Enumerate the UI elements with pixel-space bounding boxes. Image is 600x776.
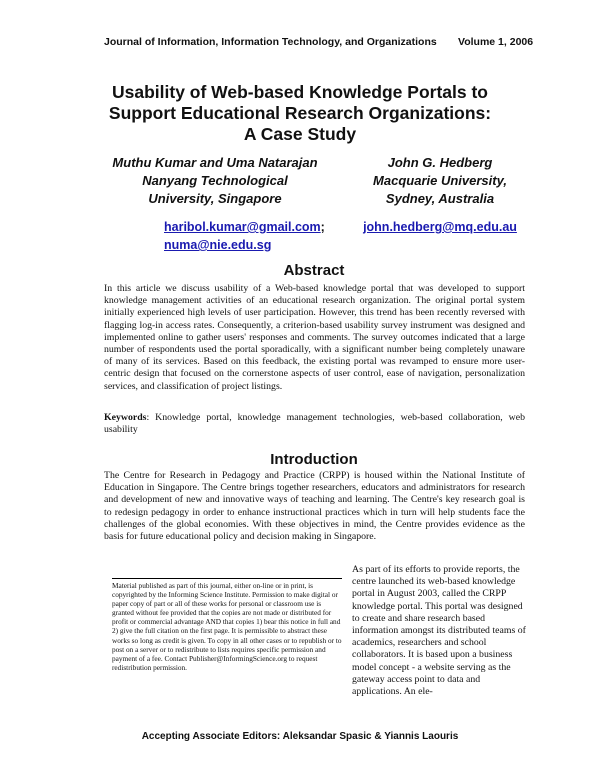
keywords-label: Keywords: [104, 412, 147, 423]
introduction-column-text: As part of its efforts to provide reports, the centre launched its web-based knowledge portal in August 2003, called the CRPP knowledge portal. This portal was designed to create and share research based information amongst its distributed teams of academics, researchers and school collaborators. It is based upon a business model concept - a website serving as the gateway access point to data and applications. An ele-: [352, 564, 526, 698]
affiliation-left-2: University, Singapore: [148, 191, 282, 206]
author-names-left: Muthu Kumar and Uma Natarajan: [112, 155, 318, 170]
copyright-notice: Material published as part of this journal, either on-line or in print, is copyrighted by the Informing Science Institute. Permission to make digital or paper copy of part or all of these works for personal or classroom use is granted without fee provided that the copies are not made or distributed for profit or commercial advantage AND that copies 1) bear this notice in full and 2) give the full citation on the first page. It is permissible to abstract these works so long as credit is given. To copy in all other cases or to republish or to post on a server or to redistribute to lists requires specific permission and payment of a fee. Contact Publisher@InformingScience.org to request redistribution permission.: [112, 578, 342, 672]
volume-label: Volume 1, 2006: [458, 36, 534, 48]
introduction-heading: Introduction: [270, 451, 358, 468]
title-line-3: A Case Study: [243, 124, 357, 144]
email-link-hedberg[interactable]: john.hedberg@mq.edu.au: [363, 220, 517, 234]
journal-name: Journal of Information, Information Technology, and Organizations: [104, 36, 437, 48]
abstract-text: In this article we discuss usability of a Web-based knowledge portal that was developed to support knowledge management activities of an educational research organization. The original portal system initially experienced high levels of user participation. However, this trend has been recently reversed with flagging log-in access rates. Consequently, a criterion-based usability survey instrument was designed and implemented online to gather users' responses and comments. The survey outcomes indicated that a large number of respondents used the portal sporadically, with a significant number being completely unaware of many of its services. Based on this feedback, the existing portal was revamped to ensure more user-centric design that focused on the cornerstone aspects of user control, ease of navigation, personalization services, and classification of project listings.: [104, 283, 525, 392]
affiliation-right-2: Sydney, Australia: [385, 191, 495, 206]
email-block-right: [345, 218, 535, 236]
keywords: [104, 412, 525, 436]
email-link-kumar[interactable]: haribol.kumar@gmail.com: [164, 220, 321, 234]
keywords-list: : Knowledge portal, knowledge management technologies, web-based collaboration, web usability: [104, 412, 525, 436]
footer-editors: Accepting Associate Editors: Aleksandar Spasic & Yiannis Laouris: [141, 731, 459, 742]
introduction-text: The Centre for Research in Pedagogy and Practice (CRPP) is housed within the National Institute of Education in Singapore. The Centre brings together researchers, educators and administrators for research and development of new and innovative ways of teaching and learning. The Centre's key research goal is to redesign pedagogy in order to enhance instructional practices which in turn will help students face the challenges of the global economies. With these objectives in mind, the Centre provides evidence as the basis for future educational policy and decision making in Singapore.: [104, 470, 525, 543]
author-block-right: [345, 154, 535, 208]
affiliation-right-1: Macquarie University,: [373, 173, 507, 188]
author-name-right: John G. Hedberg: [387, 155, 493, 170]
email-separator: ;: [320, 220, 325, 234]
abstract-heading: Abstract: [283, 262, 345, 279]
affiliation-left-1: Nanyang Technological: [142, 173, 288, 188]
title-line-2: Support Educational Research Organizations:: [108, 103, 492, 123]
title-line-1: Usability of Web-based Knowledge Portals to: [112, 82, 488, 102]
email-link-natarajan[interactable]: numa@nie.edu.sg: [164, 238, 272, 252]
author-block-left: [100, 154, 330, 208]
email-block-left: [120, 218, 325, 254]
paper-title: [60, 82, 540, 145]
